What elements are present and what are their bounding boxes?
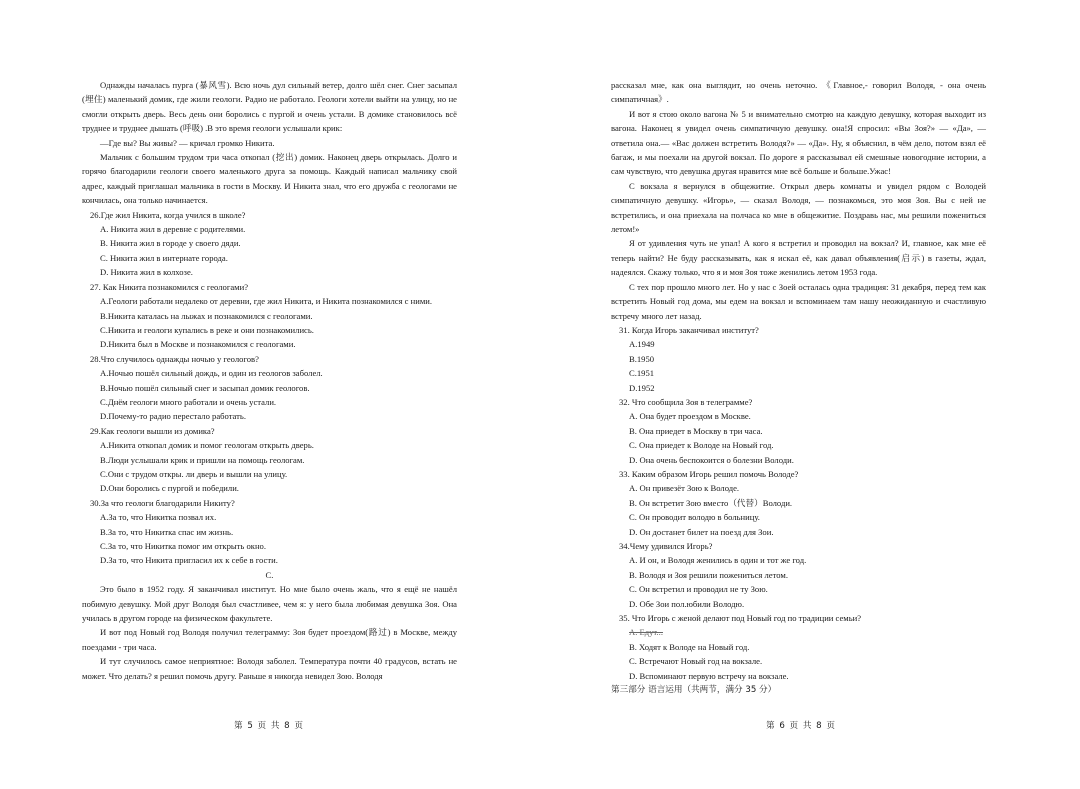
option: D.1952	[629, 382, 655, 393]
option: D.Почему-то радио перестало работать.	[100, 411, 246, 422]
option: A.За то, что Никитка позвал их.	[100, 512, 217, 523]
question-27: 27. Как Никита познакомился с геологами?	[90, 281, 249, 292]
passage-b-paragraph: Мальчик с большим трудом три часа откопал (挖出) домик. Наконец дверь открылась. Долго и горячо благодарили геологи своего маленького друга за помощь. Каждый написал мальчику свой адрес, каждый приглашал мальчика в гости в Москву. И Никита знал, что его дружба с геологами не кончилась, она только начинается.	[82, 152, 457, 206]
option: C. Он встретил и проводил не ту Зою.	[629, 584, 768, 595]
passage-c-paragraph: Я от удивления чуть не упал! А кого я встретил и проводил на вокзал? И, главное, как мне её теперь найти? Не буду рассказывать, как я искал её, как давал объявления(启示) в газеты, ждал, надеялся. Скажу только, что я и моя Зоя тоже женились летом 1953 года.	[611, 238, 986, 278]
option: B. Володя и Зоя решили пожениться летом.	[629, 569, 788, 580]
option: A. Он привезёт Зою к Володе.	[629, 483, 740, 494]
option: A.Ночью пошёл сильный дождь, и один из геологов заболел.	[100, 368, 323, 379]
option: D. Она очень беспокоится о болезни Володи.	[629, 454, 794, 465]
question-33: 33. Каким образом Игорь решил помочь Володе?	[619, 468, 799, 479]
option: A. Она будет проездом в Москве.	[629, 411, 751, 422]
passage-c-paragraph: С тех пор прошло много лет. Но у нас с Зоей осталась одна традиция: 31 декабря, перед тем как встретить Новый год дома, мы едем на вокзал и вспоминаем там нашу неожиданную и счастливую встречу много лет назад.	[611, 281, 986, 321]
section-c-heading: C.	[265, 569, 274, 580]
question-34: 34.Чему удивился Игорь?	[619, 541, 713, 551]
option: C.За то, что Никитка помог им открыть окно.	[100, 541, 266, 551]
option: A. Едут...	[629, 627, 663, 638]
question-28: 28.Что случилось однажды ночью у геологов?	[90, 353, 259, 364]
option: D.За то, что Никита пригласил их к себе в гости.	[100, 555, 278, 566]
passage-b-paragraph: —Где вы? Вы живы? — кричал громко Никита.	[100, 137, 275, 148]
left-page	[82, 78, 457, 683]
option: C.Они с трудом откры. ли дверь и вышли на улицу.	[100, 468, 288, 479]
right-page	[611, 78, 986, 697]
page-number-footer: 第 5 页 共 8 页	[234, 721, 304, 731]
passage-c-paragraph: Это было в 1952 году. Я заканчивал институт. Но мне было очень жаль, что я ещё не нашёл побимую девушку. Мой друг Володя был счастливее, чем я: у него была любимая девушка Зоя. Она училась в другом городе на физическом факультете.	[82, 584, 457, 624]
option: A.1949	[629, 339, 655, 350]
page-number-footer: 第 6 页 共 8 页	[766, 721, 836, 731]
question-30: 30.За что геологи благодарили Никиту?	[90, 497, 235, 508]
option: B. Ходят к Володе на Новый год.	[629, 641, 750, 652]
passage-c-paragraph: И тут случилось самое неприятное: Володя заболел. Температура почти 40 градусов, встать не может. Что делать? я решил помочь другу. Раньше я никогда невидел Зою. Володя	[82, 656, 457, 681]
option: A.Геологи работали недалеко от деревни, где жил Никита, и Никита познакомился с ними.	[100, 296, 433, 307]
option: C. Встречают Новый год на вокзале.	[629, 656, 763, 667]
option: A. И он, и Володя женились в один и тот же год.	[629, 555, 807, 566]
option: D.Никита был в Москве и познакомился с геологами.	[100, 339, 296, 350]
option: A.Никита откопал домик и помог геологам открыть дверь.	[100, 440, 314, 451]
option: B. Он встретит Зою вместо（代替）Володи.	[629, 497, 793, 508]
passage-b-paragraph: Однажды началась пурга (暴风雪). Всю ночь дул сильный ветер, долго шёл снег. Снег засыпал (埋住) маленький домик, где жили геологи. Радио не работало. Геологи хотели выйти на улицу, но не смогли открыть дверь. Весь день они боролись с пургой и очень устали. В домике становилось всё труднее и труднее дышать (呼吸) .В это время геологи услышали крик:	[82, 80, 457, 134]
passage-c-paragraph: С вокзала я вернулся в общежитие. Открыл дверь комнаты и увидел рядом с Володей симпатичную девушку. «Игорь», — сказал Володя, — познакомься, это моя Зоя. Вы с ней не встретились, и она приехала на полчаса ко мне в общежитие. Поздравь нас, мы решили пожениться летом!»	[611, 180, 986, 235]
option: D.Они боролись с пургой и победили.	[100, 483, 239, 494]
option: C.1951	[629, 368, 655, 379]
option: D. Никита жил в колхозе.	[100, 267, 193, 278]
option: C.Никита и геологи купались в реке и они познакомились.	[100, 324, 314, 335]
part-three-heading: 第三部分 语言运用（共两节，满分 35 分）	[611, 685, 777, 696]
passage-c-paragraph: И вот под Новый год Володя получил телеграмму: Зоя будет проездом(路过) в Москве, между поездами - три часа.	[82, 627, 457, 652]
option: B. Никита жил в городе у своего дяди.	[100, 238, 241, 249]
option: B.Никита каталась на лыжах и познакомился с геологами.	[100, 310, 313, 321]
question-31: 31. Когда Игорь заканчивал институт?	[619, 324, 759, 335]
option: B.Люди услышали крик и пришли на помощь геологам.	[100, 454, 305, 465]
question-26: 26.Где жил Никита, когда учился в школе?	[90, 209, 246, 220]
option: C. Никита жил в интернате города.	[100, 252, 228, 263]
option: C.Днём геологи много работали и очень устали.	[100, 396, 277, 407]
option: D. Вспоминают первую встречу на вокзале.	[629, 670, 789, 681]
question-35: 35. Что Игорь с женой делают под Новый год по традиции семьи?	[619, 613, 862, 624]
option: B.1950	[629, 353, 655, 364]
option: B. Она приедет в Москву в три часа.	[629, 425, 763, 436]
option: D. Обе Зои пол.юбили Володю.	[629, 598, 745, 609]
option: C. Она приедет к Володе на Новый год.	[629, 440, 774, 451]
option: C. Он проводит володю в больницу.	[629, 512, 760, 523]
option: B.Ночью пошёл сильный снег и засыпал домик геологов.	[100, 382, 310, 393]
option: A. Никита жил в деревне с родителями.	[100, 224, 246, 235]
option: D. Он достанет билет на поезд для Зои.	[629, 526, 774, 537]
option: B.За то, что Никитка спас им жизнь.	[100, 526, 234, 537]
question-29: 29.Как геологи вышли из домика?	[90, 425, 215, 436]
passage-c-paragraph: И вот я стою около вагона № 5 и внимательно смотрю на каждую девушку, которая выходит из вагона. Наконец я увидел очень симпатичную девушку. она!Я спросил: «Вы Зоя?» — «Да», — ответила она.— «Вас должен встретить Володя?» — «Да». Ну, я объяснил, в чём дело, потом взял её багаж, и мы поехали на другой вокзал. По дороге я рассказывал ей смешные новогодние истории, а сам чувствую, что девушка другая нравится мне всё больше и больше.Ужас!	[611, 108, 986, 177]
question-32: 32. Что сообщила Зоя в телеграмме?	[619, 396, 753, 407]
passage-c-paragraph: рассказал мне, как она выглядит, но очень неточно. 《Главное,- говорил Володя, - она очень симпатичная》.	[611, 80, 986, 105]
